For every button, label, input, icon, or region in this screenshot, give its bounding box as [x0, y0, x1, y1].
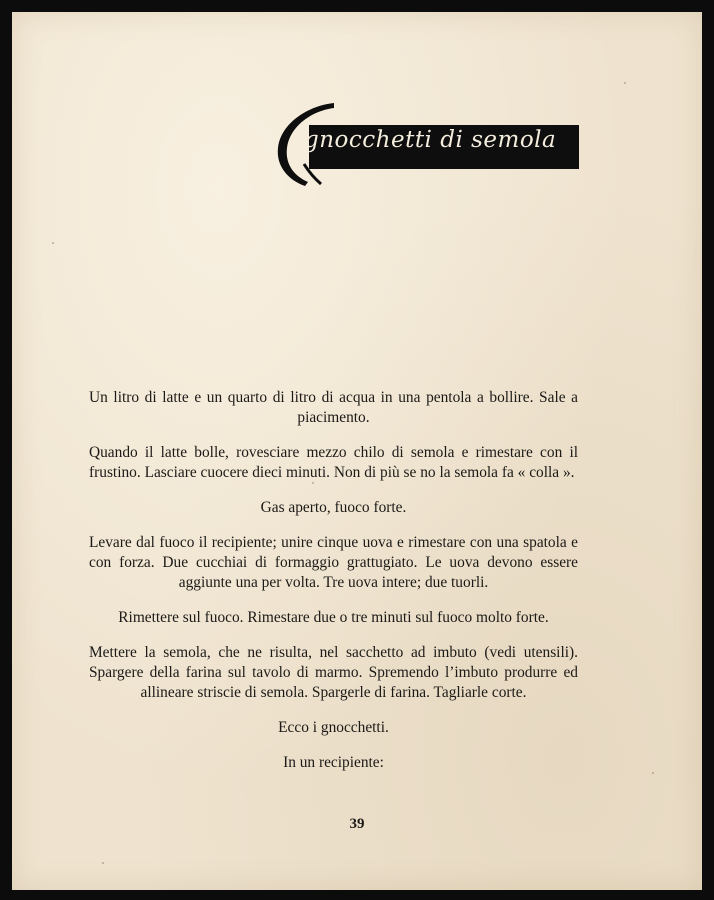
- recipe-title-block: [276, 100, 586, 190]
- paper-speck: [102, 862, 104, 864]
- paragraph-latte: Un litro di latte e un quarto di litro di acqua in una pentola a bollire. Sale a piacimento.: [89, 389, 578, 426]
- page-number: 39: [349, 816, 365, 832]
- paragraph-imbuto: Mettere la semola, che ne risulta, nel sacchetto ad imbuto (vedi utensili). Spargere della farina sul tavolo di marmo. Spremendo l’imbuto produrre ed allineare striscie di semola. Spargerle di farina. Tagliarle corte.: [89, 644, 578, 701]
- paragraph-gnocchetti: Ecco i gnocchetti.: [278, 719, 389, 736]
- paragraph-uova: Levare dal fuoco il recipiente; unire cinque uova e rimestare con una spatola e con forza. Due cucchiai di formaggio grattugiato. Le uova devono essere aggiunte una per volta. Tre uova intere; due tuorli.: [89, 534, 578, 591]
- paper-speck: [624, 82, 626, 84]
- paragraph-rimettere: Rimettere sul fuoco. Rimestare due o tre minuti sul fuoco molto forte.: [118, 609, 549, 626]
- paper-speck: [52, 242, 54, 244]
- paper-speck: [652, 772, 654, 774]
- recipe-body: [89, 388, 578, 788]
- paragraph-gas: Gas aperto, fuoco forte.: [260, 499, 407, 516]
- recipe-title: gnocchetti di semola: [304, 127, 557, 153]
- paragraph-semola: Quando il latte bolle, rovesciare mezzo chilo di semola e rimestare con il frustino. Lasciare cuocere dieci minuti. Non di più se no la semola fa « colla ».: [89, 444, 578, 481]
- paragraph-recipiente: In un recipiente:: [283, 754, 384, 771]
